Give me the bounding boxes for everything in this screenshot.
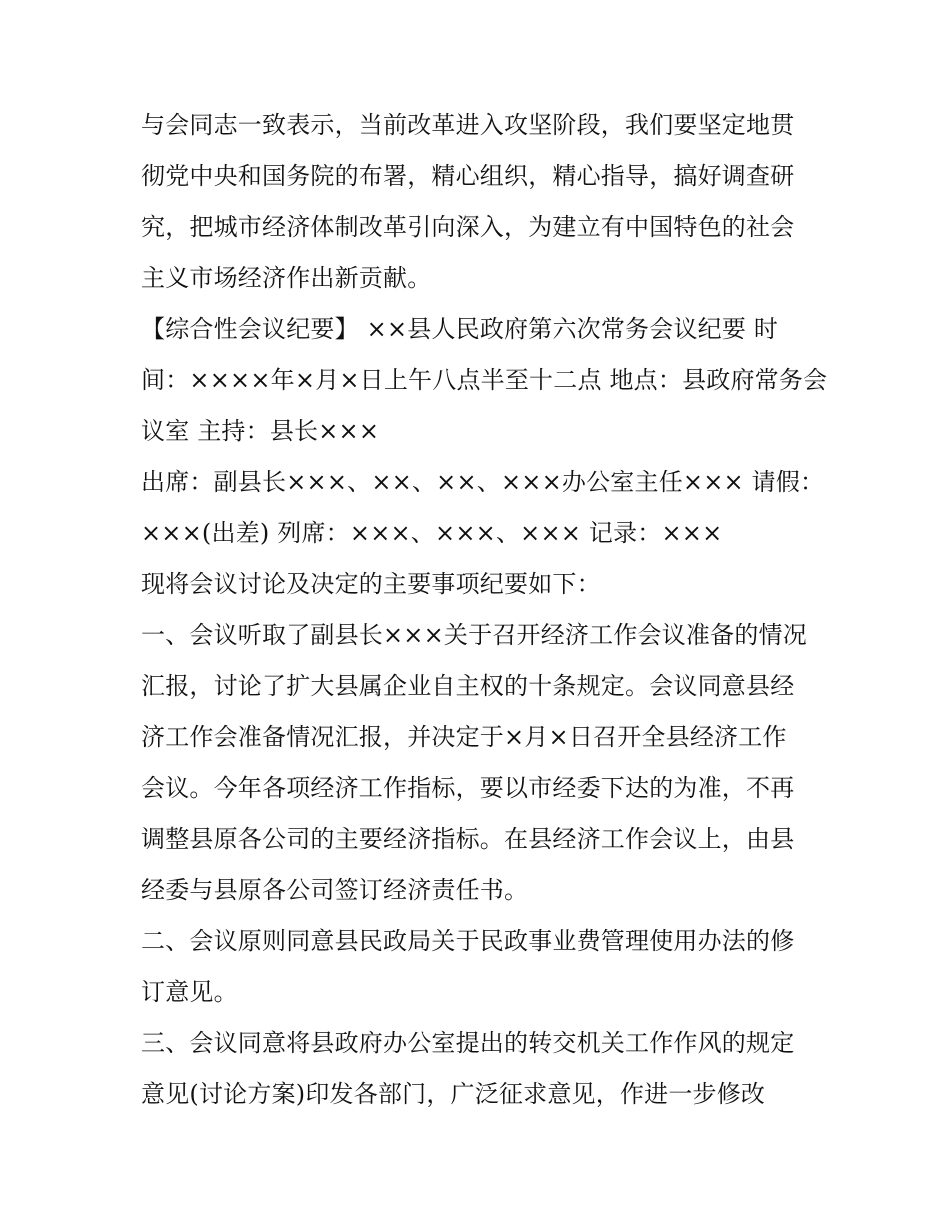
text-line: 彻党中央和国务院的布署，精心组织，精心指导，搞好调查研 (141, 162, 795, 190)
document-body (141, 100, 828, 1120)
text-line: 三、会议同意将县政府办公室提出的转交机关工作作风的规定 (141, 1029, 795, 1057)
text-line: 现将会议讨论及决定的主要事项纪要如下： (141, 570, 601, 598)
text-line: 出席：副县长×××、××、××、×××办公室主任××× 请假： (141, 468, 825, 496)
text-line: 议室 主持：县长××× (141, 417, 380, 445)
text-line: 一、会议听取了副县长×××关于召开经济工作会议准备的情况 (141, 621, 807, 649)
text-line: 调整县原各公司的主要经济指标。在县经济工作会议上，由县 (141, 825, 795, 853)
text-line: 主义市场经济作出新贡献。 (141, 264, 432, 292)
text-line: 究，把城市经济体制改革引向深入，为建立有中国特色的社会 (141, 213, 795, 241)
text-line: ×××(出差) 列席：×××、×××、××× 记录：××× (141, 519, 723, 547)
text-line: 间：××××年×月×日上午八点半至十二点 地点：县政府常务会 (141, 366, 828, 394)
text-line: 与会同志一致表示，当前改革进入攻坚阶段，我们要坚定地贯 (141, 111, 795, 139)
text-line: 济工作会准备情况汇报，并决定于×月×日召开全县经济工作 (141, 723, 787, 751)
text-line: 二、会议原则同意县民政局关于民政事业费管理使用办法的修 (141, 927, 795, 955)
text-line: 会议。今年各项经济工作指标，要以市经委下达的为准，不再 (141, 774, 795, 802)
text-line: 【综合性会议纪要】 ××县人民政府第六次常务会议纪要 时 (141, 315, 779, 343)
text-line: 订意见。 (141, 978, 238, 1006)
text-line: 意见(讨论方案)印发各部门，广泛征求意见，作进一步修改 (141, 1080, 766, 1108)
text-line: 经委与县原各公司签订经济责任书。 (141, 876, 529, 904)
text-line: 汇报，讨论了扩大县属企业自主权的十条规定。会议同意县经 (141, 672, 795, 700)
